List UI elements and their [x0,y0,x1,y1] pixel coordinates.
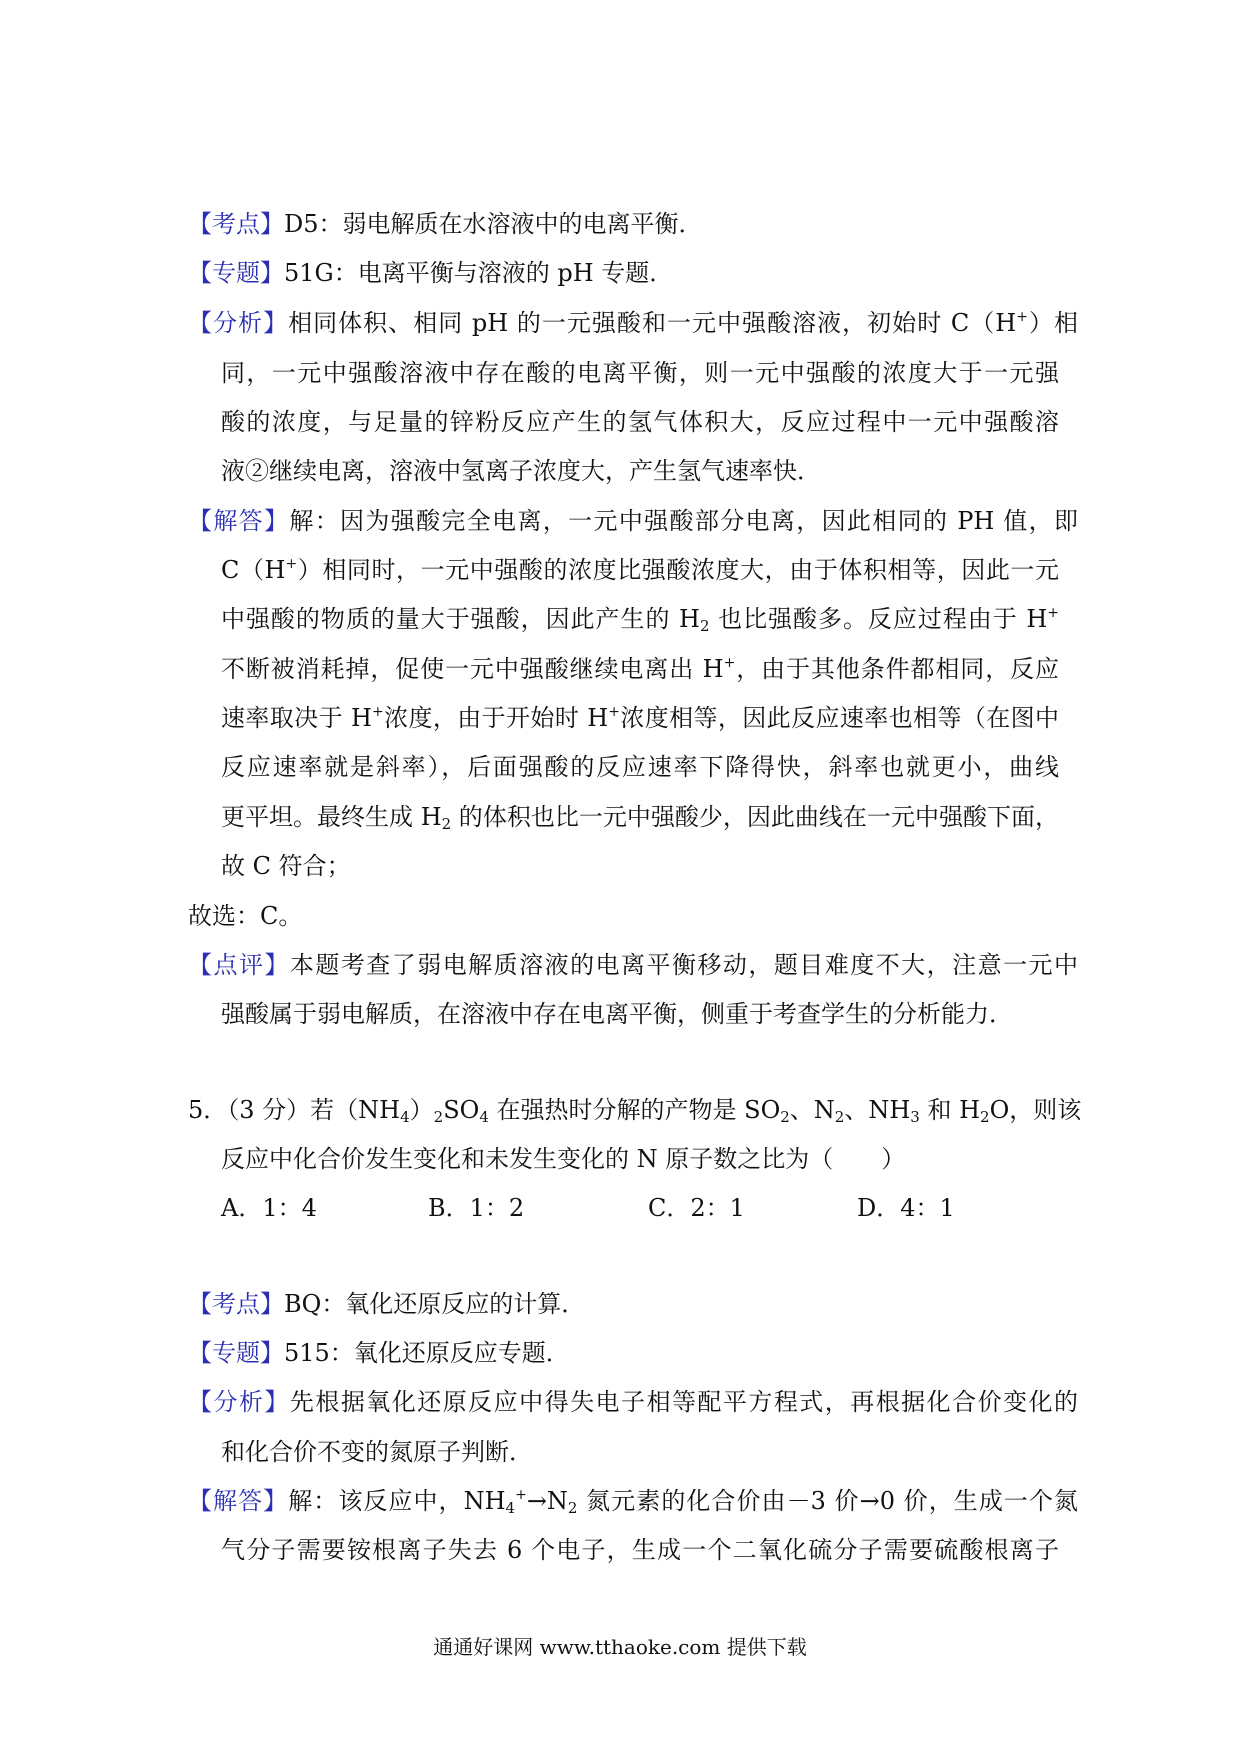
kaodian-tag: 【考点】 [188,210,284,238]
fenxi-tag: 【分析】 [188,309,289,337]
option-c: C．2：1 [648,1194,745,1222]
option-b: B．1：2 [428,1194,525,1222]
fenxi-line-3: 酸的浓度，与足量的锌粉反应产生的氢气体积大，反应过程中一元中强酸溶 [221,408,1059,436]
fenxi-line-2-1: 【分析】先根据氧化还原反应中得失电子相等配平方程式，再根据化合价变化的 [188,1388,1079,1416]
option-d: D．4：1 [857,1194,955,1222]
jieda-tag: 【解答】 [188,507,290,535]
fenxi-tag-2: 【分析】 [188,1388,290,1416]
fenxi-line-1: 【分析】相同体积、相同 pH 的一元强酸和一元中强酸溶液，初始时 C（H+）相 [188,309,1078,337]
jieda-line-4: 不断被消耗掉，促使一元中强酸继续电离出 H+，由于其他条件都相同，反应 [221,655,1059,683]
kaodian-text: D5：弱电解质在水溶液中的电离平衡． [284,210,703,238]
jieda-line-2: C（H+）相同时，一元中强酸的浓度比强酸浓度大，由于体积相等，因此一元 [221,556,1060,584]
answer-line: 故选：C。 [188,902,303,930]
jieda-line-6: 反应速率就是斜率），后面强酸的反应速率下降得快，斜率也就更小，曲线 [221,753,1059,781]
zhuanti-tag-2: 【专题】 [188,1339,284,1367]
dianping-line-1: 【点评】本题考查了弱电解质溶液的电离平衡移动，题目难度不大，注意一元中 [188,951,1079,979]
zhuanti-line-2 [188,1337,570,1369]
jieda-line-2-2: 气分子需要铵根离子失去 6 个电子，生成一个二氧化硫分子需要硫酸根离子 [221,1536,1059,1564]
zhuanti-line [188,257,673,289]
dianping-line-2: 强酸属于弱电解质，在溶液中存在电离平衡，侧重于考查学生的分析能力． [221,1000,1013,1028]
jieda-line-5: 速率取决于 H+浓度，由于开始时 H+浓度相等，因此反应速率也相等（在图中 [221,704,1060,732]
fenxi-line-2: 同，一元中强酸溶液中存在酸的电离平衡，则一元中强酸的浓度大于一元强 [221,359,1059,387]
kaodian-tag-2: 【考点】 [188,1290,284,1318]
zhuanti-tag: 【专题】 [188,259,284,287]
zhuanti-text: 51G：电离平衡与溶液的 pH 专题． [284,259,674,287]
question-5-line-2: 反应中化合价发生变化和未发生变化的 N 原子数之比为（ ） [221,1145,906,1173]
zhuanti-text-2: 515：氧化还原反应专题． [284,1339,570,1367]
question-5-line-1: 5．（3 分）若$(NH_4)_2SO_4$ 在强热时分解的产物是 $SO_2$、$N_2$、$NH_3$ 和 $H_2O$，则该 [188,1096,1082,1126]
kaodian-line-2 [188,1288,585,1320]
jieda-line-8: 故 C 符合； [221,852,351,880]
kaodian-text-2: BQ：氧化还原反应的计算． [284,1290,586,1318]
kaodian-line [188,208,703,240]
page-footer: 通通好课网 www.tthaoke.com 提供下载 [433,1635,807,1659]
jieda-line-7: 更平坦。最终生成 $H_2$ 的体积也比一元中强酸少，因此曲线在一元中强酸下面， [221,803,1059,833]
jieda-line-2-1: 【解答】解：该反应中，$NH_4^+\to N_2$ 氮元素的化合价由－3 价→0 价，生成一个氮 [188,1487,1078,1517]
dianping-tag: 【点评】 [188,951,290,979]
fenxi-line-4: 液②继续电离，溶液中氢离子浓度大，产生氢气速率快． [221,457,821,485]
jieda-tag-2: 【解答】 [188,1487,289,1515]
jieda-line-3: 中强酸的物质的量大于强酸，因此产生的 $H_2$ 也比强酸多。反应过程由于 H+ [221,605,1059,635]
jieda-line-1: 【解答】解：因为强酸完全电离，一元中强酸部分电离，因此相同的 PH 值，即 [188,507,1078,535]
option-a: A．1：4 [221,1194,317,1222]
fenxi-line-2-2: 和化合价不变的氮原子判断． [221,1438,533,1466]
